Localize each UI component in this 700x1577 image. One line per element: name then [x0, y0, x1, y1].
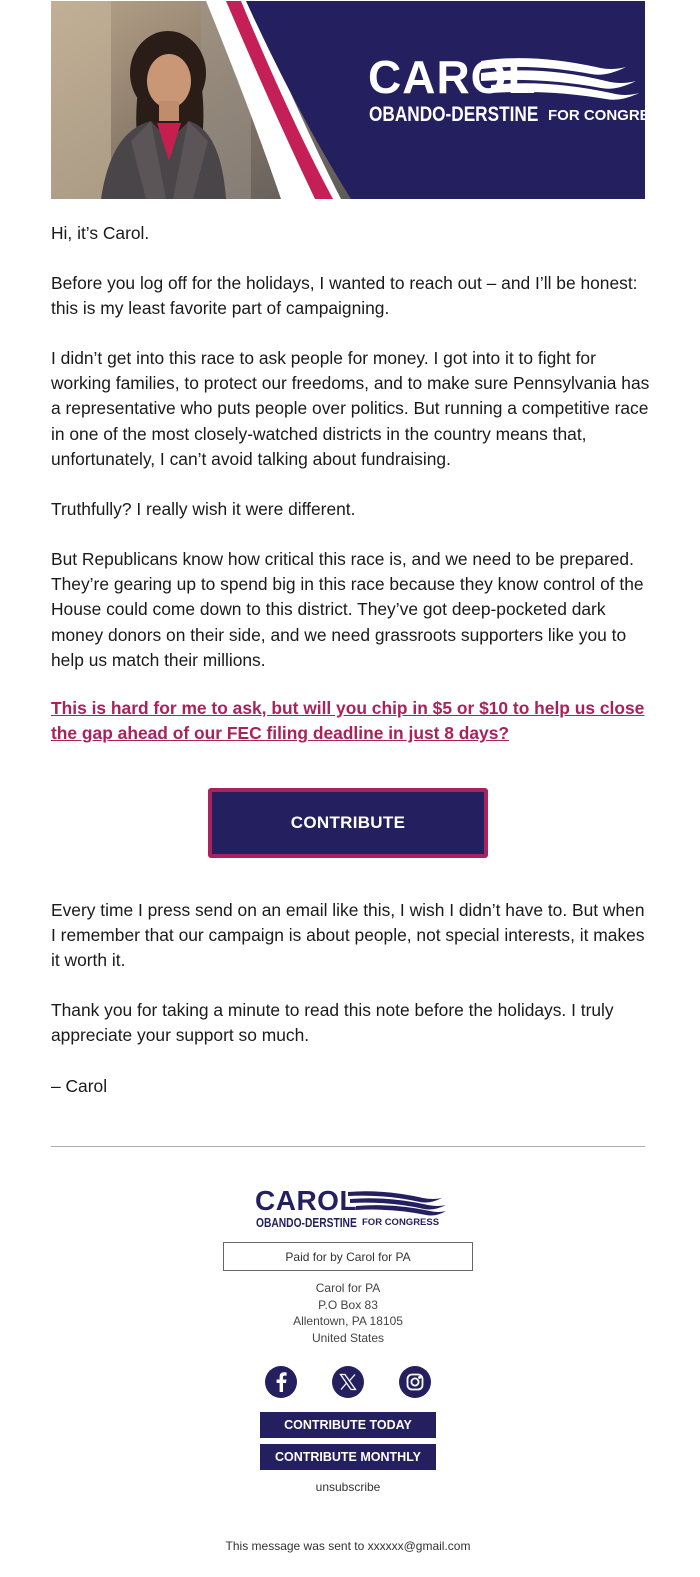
mailing-address [248, 1280, 448, 1346]
address-line: P.O Box 83 [318, 1297, 378, 1312]
paragraph-4: But Republicans know how critical this race is, and we need to be prepared. They’re gearing up to spend big in this race because they know control of the House could come down to this district. They’ve got deep-pocketed dark money donors on their side, and we need grassroots supporters like you to help us match their millions. [51, 549, 644, 670]
banner-candidate-surname: OBANDO-DERSTINE [369, 103, 539, 126]
donation-ask-link[interactable]: This is hard for me to ask, but will you chip in $5 or $10 to help us close the gap ahead of our FEC filing deadline in just 8 days? [51, 698, 645, 744]
footer-logo-tagline: FOR CONGRESS [362, 1217, 440, 1228]
x-icon[interactable] [332, 1366, 364, 1398]
paragraph-2: I didn’t get into this race to ask people for money. I got into it to fight for working families, to protect our freedoms, and to make sure Pennsylvania has a representative who puts people over politics. But running a competitive race in one of the most closely-watched districts in the country means that, unfortunately, I can’t avoid talking about fundraising. [51, 348, 650, 469]
paragraph-6: Thank you for taking a minute to read this note before the holidays. I truly appreciate your support so much. [51, 1000, 614, 1046]
paragraph-5: Every time I press send on an email like this, I wish I didn’t have to. But when I remember that our campaign is about people, not special interests, it makes it worth it. [51, 900, 645, 971]
footer-logo [255, 1186, 455, 1234]
address-line: Carol for PA [315, 1281, 381, 1295]
address-line: Allentown, PA 18105 [293, 1314, 403, 1328]
address-line: United States [311, 1330, 385, 1345]
greeting: Hi, it’s Carol. [51, 223, 150, 243]
banner-candidate-name: CAROL [368, 51, 537, 103]
signoff: – Carol [51, 1076, 108, 1096]
banner-tagline: FOR CONGRESS [548, 107, 670, 124]
footer-logo-surname: OBANDO-DERSTINE [256, 1216, 357, 1230]
footer-divider [51, 1146, 645, 1147]
paid-for-disclaimer: Paid for by Carol for PA [223, 1242, 473, 1271]
contribute-button[interactable]: CONTRIBUTE [208, 788, 488, 858]
sent-to-notice: This message was sent to xxxxxx@gmail.com [225, 1539, 471, 1553]
paragraph-3: Truthfully? I really wish it were different. [51, 499, 356, 519]
header-banner [51, 1, 670, 199]
banner-graphic [51, 1, 645, 199]
footer-logo-name: CAROL [255, 1185, 358, 1216]
contribute-today-button[interactable]: CONTRIBUTE TODAY [260, 1412, 436, 1438]
unsubscribe-link[interactable]: unsubscribe [315, 1480, 381, 1494]
paragraph-1: Before you log off for the holidays, I wanted to reach out – and I’ll be honest: this is my least favorite part of campaigning. [51, 273, 638, 319]
facebook-icon[interactable] [265, 1366, 297, 1398]
contribute-monthly-button[interactable]: CONTRIBUTE MONTHLY [260, 1444, 436, 1470]
footer-flag-icon [338, 1189, 448, 1217]
instagram-icon[interactable] [399, 1366, 431, 1398]
